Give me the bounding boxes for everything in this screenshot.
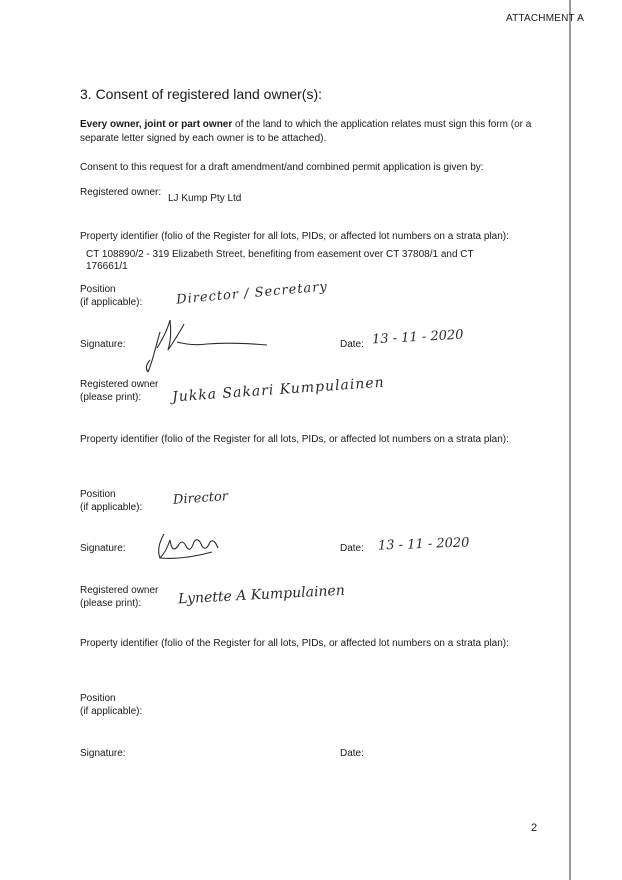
property-identifier-label-2: Property identifier (folio of the Register for all lots, PIDs, or affected lot numbers on a strata plan): [80,434,509,445]
position-label-sub: (if applicable): [80,297,143,308]
owner-name-handwritten-1: Jukka Sakari Kumpulainen [171,374,386,406]
date-handwritten-2: 13 - 11 - 2020 [377,535,470,554]
position-label-2-sub: (if applicable): [80,502,143,513]
margin-rule [569,0,571,880]
registered-owner-print-label: Registered owner [80,379,159,390]
property-identifier-value-line2: 176661/1 [86,261,128,272]
signature-label-2: Signature: [80,543,126,554]
consent-statement: Consent to this request for a draft amendment/and combined permit application is given by: [80,162,484,173]
position-handwritten-1: Director / Secretary [175,279,329,308]
section-heading: 3. Consent of registered land owner(s): [80,86,323,102]
date-label-3: Date: [340,748,364,759]
signature-1 [122,312,272,377]
note-rest: of the land to which the application relates must sign this form (or a separate letter signed by each owner is to be attached). [80,119,532,144]
note-bold: Every owner, joint or part owner [80,119,233,130]
signature-label: Signature: [80,339,126,350]
position-label-2: Position [80,489,116,500]
property-identifier-label-3: Property identifier (folio of the Register for all lots, PIDs, or affected lot numbers on a strata plan): [80,638,509,649]
position-label-3: Position [80,693,116,704]
position-label: Position [80,284,116,295]
owner-requirement-note [80,118,550,146]
registered-owner-print-label-sub: (please print): [80,392,142,403]
page-number: 2 [531,822,538,834]
attachment-label: ATTACHMENT A [506,13,584,24]
owner-name-handwritten-2: Lynette A Kumpulainen [177,582,346,608]
registered-owner-print-label-2: Registered owner [80,585,159,596]
property-identifier-value-line1: CT 108890/2 - 319 Elizabeth Street, benefiting from easement over CT 37808/1 and CT [86,249,474,260]
date-label: Date: [340,339,364,350]
registered-owner-label: Registered owner: [80,187,162,198]
date-handwritten-1: 13 - 11 - 2020 [371,327,464,348]
property-identifier-label: Property identifier (folio of the Register for all lots, PIDs, or affected lot numbers on a strata plan): [80,231,509,242]
signature-2 [152,528,232,564]
position-label-3-sub: (if applicable): [80,706,143,717]
registered-owner-value: LJ Kump Pty Ltd [168,193,242,204]
date-label-2: Date: [340,543,364,554]
position-handwritten-2: Director [172,489,229,508]
registered-owner-print-label-2-sub: (please print): [80,598,142,609]
signature-label-3: Signature: [80,748,126,759]
